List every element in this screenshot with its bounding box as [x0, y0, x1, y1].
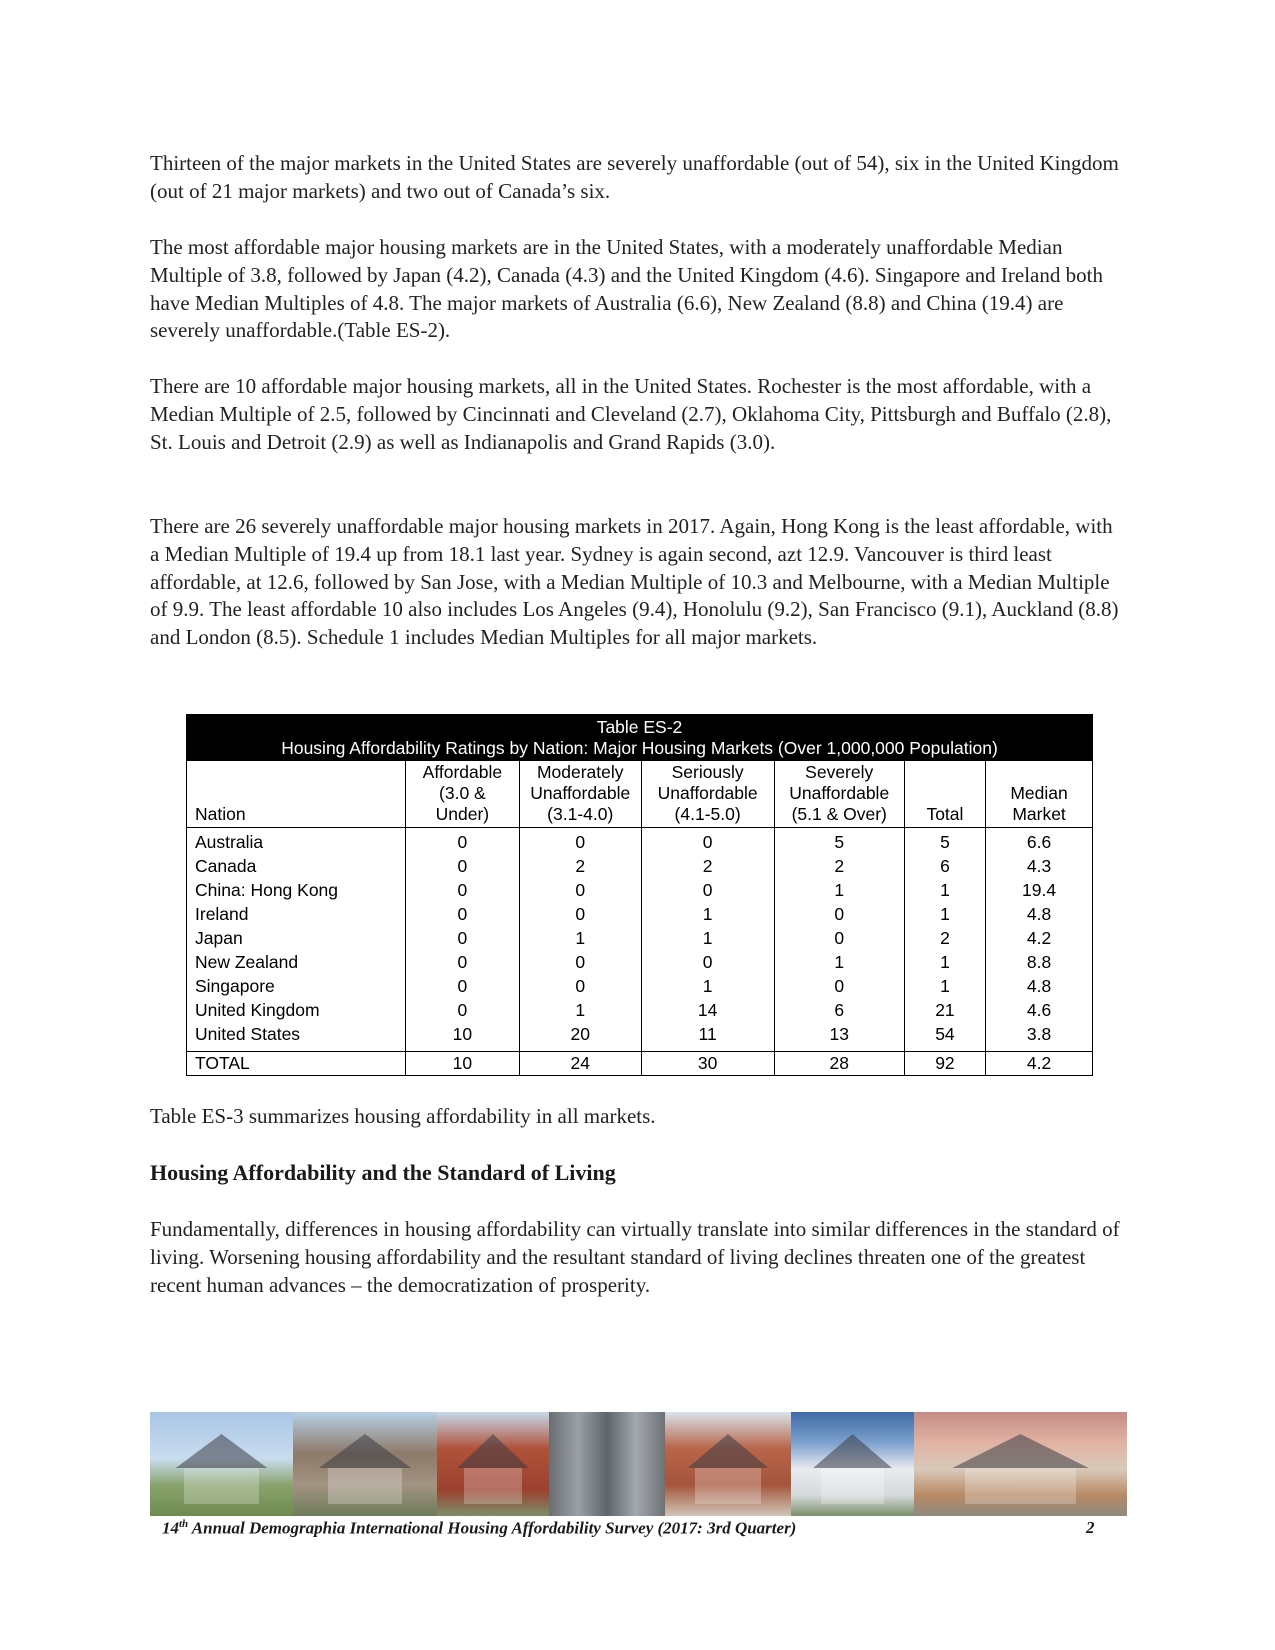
col-header-affordable [405, 761, 519, 828]
table-row [187, 1023, 1093, 1052]
cell-moderately: 2 [519, 855, 641, 879]
cell-nation: China: Hong Kong [187, 879, 406, 903]
cell-median: 8.8 [986, 951, 1093, 975]
cell-severely: 1 [774, 879, 904, 903]
paragraph-table-es3-note: Table ES-3 summarizes housing affordability in all markets. [150, 1104, 656, 1128]
table-caption-subtitle: Housing Affordability Ratings by Nation: Major Housing Markets (Over 1,000,000 Population) [281, 738, 998, 758]
cell-seriously: 14 [641, 999, 774, 1023]
cell-severely: 0 [774, 903, 904, 927]
footer-survey-title: Annual Demographia International Housing Affordability Survey (2017: 3rd Quarter) [188, 1518, 797, 1538]
cell-severely: 28 [774, 1052, 904, 1076]
table-row [187, 903, 1093, 927]
header-line: Moderately [536, 762, 624, 782]
cell-total: 6 [904, 855, 985, 879]
cell-seriously: 30 [641, 1052, 774, 1076]
cell-seriously: 0 [641, 879, 774, 903]
cell-median: 4.8 [986, 975, 1093, 999]
cell-affordable: 0 [405, 975, 519, 999]
header-line: (3.0 & [439, 783, 486, 803]
header-line: Affordable [422, 762, 503, 782]
table-row [187, 855, 1093, 879]
footer-edition: 14 [162, 1518, 179, 1538]
cell-nation: Japan [187, 927, 406, 951]
table-es2 [186, 714, 1093, 1076]
header-line: Unaffordable [657, 783, 758, 803]
cell-moderately: 1 [519, 999, 641, 1023]
table-caption [187, 715, 1093, 761]
cell-moderately: 0 [519, 975, 641, 999]
table-row [187, 951, 1093, 975]
table-row [187, 975, 1093, 999]
house-photo [914, 1412, 1127, 1516]
cell-affordable: 0 [405, 999, 519, 1023]
cell-seriously: 1 [641, 903, 774, 927]
cell-seriously: 1 [641, 927, 774, 951]
cell-median: 3.8 [986, 1023, 1093, 1052]
header-line: Unaffordable [789, 783, 890, 803]
cell-median: 4.2 [986, 927, 1093, 951]
col-header-total: Total [904, 761, 985, 828]
cell-median: 19.4 [986, 879, 1093, 903]
house-photo [665, 1412, 791, 1516]
cell-nation: TOTAL [187, 1052, 406, 1076]
table-caption-title: Table ES-2 [596, 717, 683, 737]
house-photo [293, 1412, 437, 1516]
cell-seriously: 0 [641, 951, 774, 975]
cell-total: 92 [904, 1052, 985, 1076]
table-header-row [187, 761, 1093, 828]
paragraph-markets-summary: Thirteen of the major markets in the United States are severely unaffordable (out of 54), six in the United Kingdom (out of 21 major markets) and two out of Canada’s six. [150, 151, 1119, 203]
house-photo [791, 1412, 914, 1516]
table-row [187, 828, 1093, 856]
house-photo-strip [150, 1412, 1127, 1516]
cell-nation: Canada [187, 855, 406, 879]
header-line: Under) [435, 804, 490, 824]
paragraph-standard-of-living: Fundamentally, differences in housing affordability can virtually translate into similar differences in the standard of living. Worsening housing affordability and the resultant standard of living declines threaten one of the greatest recent human advances – the democratization of prosperity. [150, 1217, 1120, 1297]
cell-median: 6.6 [986, 828, 1093, 856]
footer-ordinal: th [179, 1518, 189, 1530]
col-header-seriously-unaffordable [641, 761, 774, 828]
section-heading: Housing Affordability and the Standard of Living [150, 1160, 616, 1185]
header-line: Seriously [671, 762, 744, 782]
cell-total: 2 [904, 927, 985, 951]
cell-nation: United Kingdom [187, 999, 406, 1023]
cell-severely: 0 [774, 927, 904, 951]
cell-median: 4.6 [986, 999, 1093, 1023]
cell-moderately: 24 [519, 1052, 641, 1076]
cell-affordable: 10 [405, 1023, 519, 1052]
header-line: Market [1012, 804, 1066, 824]
cell-severely: 1 [774, 951, 904, 975]
header-line: Severely [805, 762, 874, 782]
cell-median: 4.2 [986, 1052, 1093, 1076]
apartment-towers-photo [549, 1412, 665, 1516]
table-row [187, 999, 1093, 1023]
cell-affordable: 0 [405, 828, 519, 856]
cell-seriously: 2 [641, 855, 774, 879]
paragraph-severely-unaffordable: There are 26 severely unaffordable major housing markets in 2017. Again, Hong Kong is the least affordable, with a Median Multiple of 19.4 up from 18.1 last year. Sydney is again second, azt 12.9. Vancouver is third least affordable, at 12.6, followed by San Jose, with a Median Multiple of 10.3 and Melbourne, with a Median Multiple of 9.9. The least affordable 10 also includes Los Angeles (9.4), Honolulu (9.2), San Francisco (9.1), Auckland (8.8) and London (8.5). Schedule 1 includes Median Multiples for all major markets. [150, 514, 1119, 650]
footer-title [162, 1518, 1092, 1539]
cell-moderately: 0 [519, 828, 641, 856]
col-header-median-market [986, 761, 1093, 828]
table-row [187, 879, 1093, 903]
cell-nation: Australia [187, 828, 406, 856]
cell-affordable: 0 [405, 879, 519, 903]
cell-nation: United States [187, 1023, 406, 1052]
cell-affordable: 10 [405, 1052, 519, 1076]
table-row [187, 927, 1093, 951]
cell-severely: 13 [774, 1023, 904, 1052]
cell-moderately: 20 [519, 1023, 641, 1052]
cell-severely: 5 [774, 828, 904, 856]
cell-seriously: 1 [641, 975, 774, 999]
cell-seriously: 11 [641, 1023, 774, 1052]
cell-affordable: 0 [405, 951, 519, 975]
cell-total: 1 [904, 903, 985, 927]
cell-median: 4.3 [986, 855, 1093, 879]
house-photo [437, 1412, 549, 1516]
cell-affordable: 0 [405, 903, 519, 927]
table-total-row [187, 1052, 1093, 1076]
cell-nation: New Zealand [187, 951, 406, 975]
paragraph-most-affordable-nations: The most affordable major housing markets are in the United States, with a moderately unaffordable Median Multiple of 3.8, followed by Japan (4.2), Canada (4.3) and the United Kingdom (4.6). Singapore and Ireland both have Median Multiples of 4.8. The major markets of Australia (6.6), New Zealand (8.8) and China (19.4) are severely unaffordable.(Table ES-2). [150, 235, 1103, 343]
header-line: Unaffordable [530, 783, 631, 803]
cell-moderately: 0 [519, 903, 641, 927]
cell-severely: 2 [774, 855, 904, 879]
cell-total: 54 [904, 1023, 985, 1052]
paragraph-affordable-markets: There are 10 affordable major housing markets, all in the United States. Rochester is the most affordable, with a Median Multiple of 2.5, followed by Cincinnati and Cleveland (2.7), Oklahoma City, Pittsburgh and Buffalo (2.8), St. Louis and Detroit (2.9) as well as Indianapolis and Grand Rapids (3.0). [150, 374, 1112, 454]
cell-total: 21 [904, 999, 985, 1023]
col-header-severely-unaffordable [774, 761, 904, 828]
cell-moderately: 1 [519, 927, 641, 951]
cell-affordable: 0 [405, 927, 519, 951]
cell-nation: Ireland [187, 903, 406, 927]
cell-total: 1 [904, 879, 985, 903]
cell-nation: Singapore [187, 975, 406, 999]
header-line: (5.1 & Over) [791, 804, 887, 824]
cell-moderately: 0 [519, 951, 641, 975]
page-number: 2 [1086, 1518, 1095, 1537]
header-line: (3.1-4.0) [547, 804, 614, 824]
cell-severely: 0 [774, 975, 904, 999]
cell-median: 4.8 [986, 903, 1093, 927]
cell-total: 5 [904, 828, 985, 856]
cell-severely: 6 [774, 999, 904, 1023]
header-line: (4.1-5.0) [674, 804, 741, 824]
cell-seriously: 0 [641, 828, 774, 856]
cell-moderately: 0 [519, 879, 641, 903]
col-header-nation: Nation [187, 761, 406, 828]
cell-affordable: 0 [405, 855, 519, 879]
header-line: Median [1010, 783, 1068, 803]
house-photo [150, 1412, 293, 1516]
cell-total: 1 [904, 951, 985, 975]
cell-total: 1 [904, 975, 985, 999]
col-header-moderately-unaffordable [519, 761, 641, 828]
